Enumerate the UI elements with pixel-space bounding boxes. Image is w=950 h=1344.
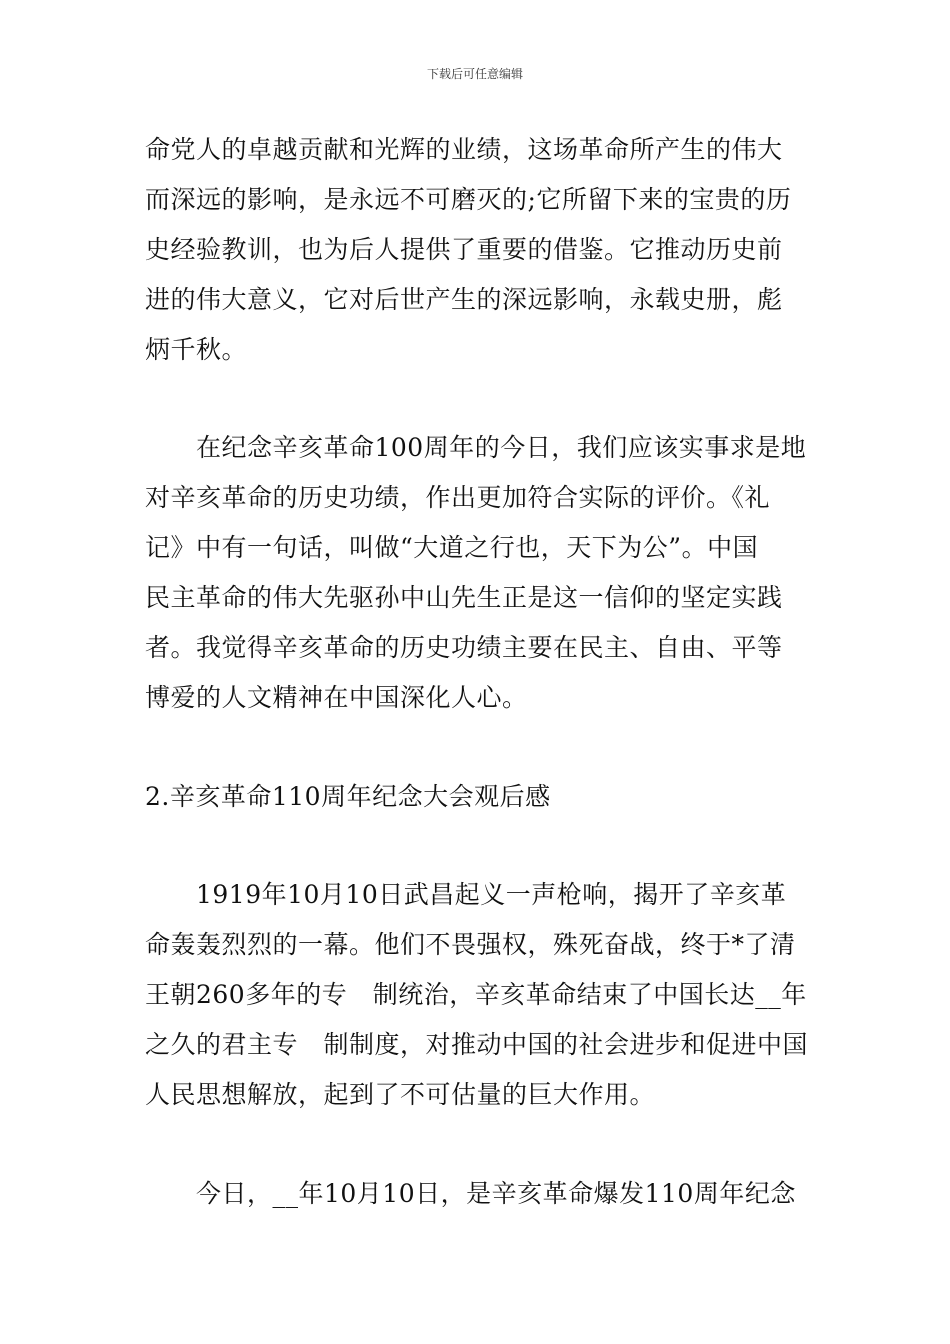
text-line: 史经验教训，也为后人提供了重要的借鉴。它推动历史前	[145, 235, 783, 264]
text-line: 1919年10月10日武昌起义一声枪响，揭开了辛亥革	[145, 880, 787, 909]
text-line: 博爱的人文精神在中国深化人心。	[145, 683, 528, 712]
text-line: 者。我觉得辛亥革命的历史功绩主要在民主、自由、平等	[145, 633, 783, 662]
text-line: 进的伟大意义，它对后世产生的深远影响，永载史册，彪	[145, 285, 783, 314]
text-line: 而深远的影响，是永远不可磨灭的;它所留下来的宝贵的历	[145, 185, 792, 214]
paragraph-2	[145, 423, 807, 723]
text-line: 记》中有一句话，叫做“大道之行也，天下为公”。中国	[145, 533, 759, 562]
text-line: 命轰轰烈烈的一幕。他们不畏强权，殊死奋战，终于*了清	[145, 930, 796, 959]
paragraph-4	[145, 1169, 807, 1219]
text-line: 民主革命的伟大先驱孙中山先生正是这一信仰的坚定实践	[145, 583, 783, 612]
text-line: 命党人的卓越贡献和光辉的业绩，这场革命所产生的伟大	[145, 135, 783, 164]
header-note: 下载后可任意编辑	[426, 67, 523, 81]
text-line: 炳千秋。	[145, 335, 248, 364]
text-line: 对辛亥革命的历史功绩，作出更加符合实际的评价。《礼	[145, 483, 771, 512]
text-line: 之久的君主专 制制度，对推动中国的社会进步和促进中国	[145, 1030, 809, 1059]
section-heading	[145, 772, 807, 822]
text-line: 今日，__年10月10日，是辛亥革命爆发110周年纪念	[145, 1179, 796, 1208]
text-line: 王朝260多年的专 制统治，辛亥革命结束了中国长达__年	[145, 980, 807, 1009]
paragraph-3	[145, 870, 807, 1120]
text-line: 在纪念辛亥革命100周年的今日，我们应该实事求是地	[145, 433, 807, 462]
heading-line: 2.辛亥革命110周年纪念大会观后感	[145, 782, 551, 811]
paragraph-1	[145, 125, 807, 375]
text-line: 人民思想解放，起到了不可估量的巨大作用。	[145, 1080, 656, 1109]
